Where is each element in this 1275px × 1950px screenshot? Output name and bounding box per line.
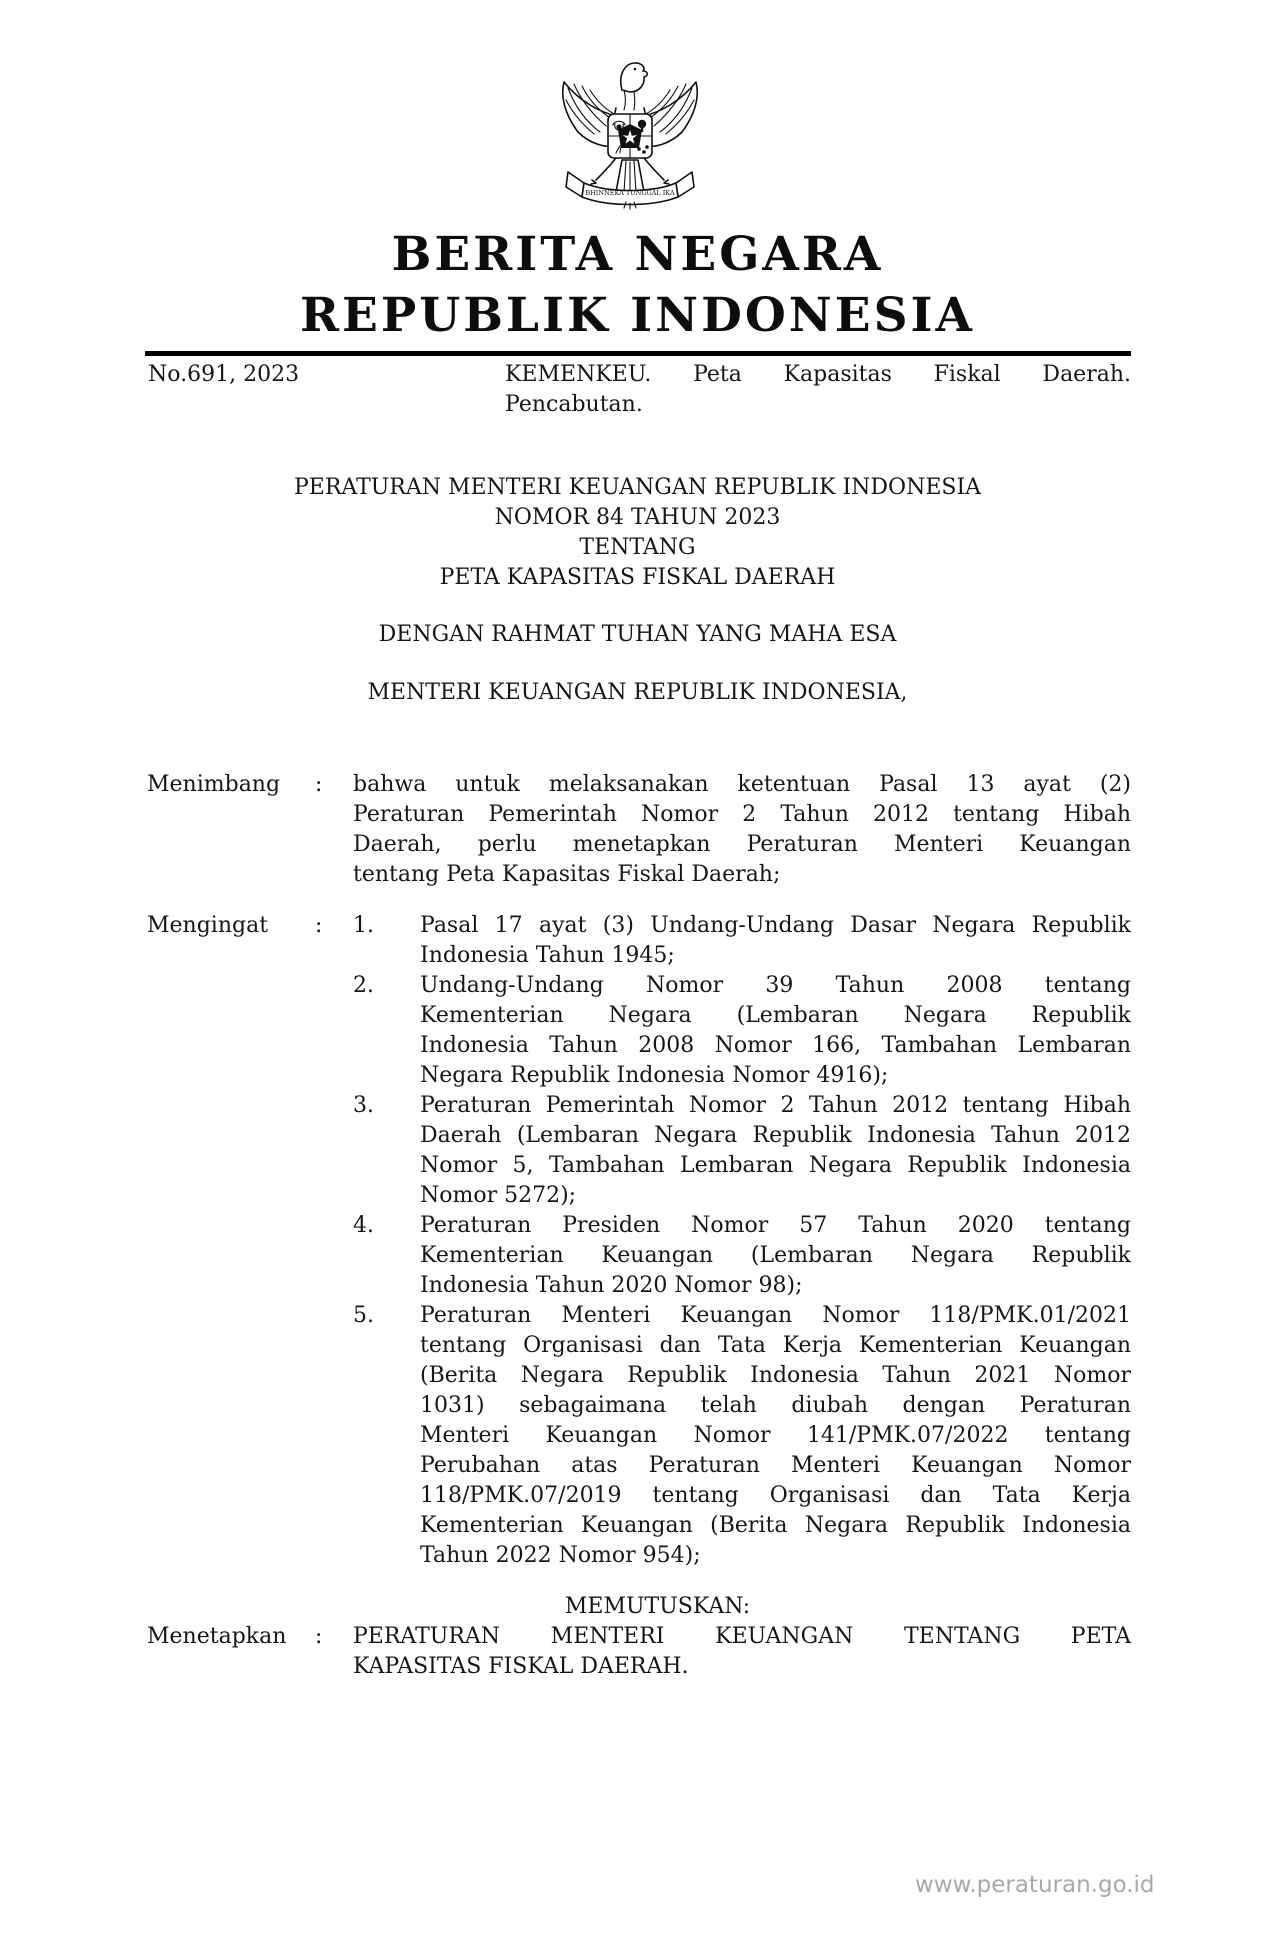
text-line: Undang-Undang Nomor 39 Tahun 2008 tentang <box>420 973 1131 998</box>
authority-line: MENTERI KEUANGAN REPUBLIK INDONESIA, <box>367 680 908 705</box>
text-line: Kementerian Keuangan (Berita Negara Republik Indonesia <box>420 1513 1131 1538</box>
mengingat-item-2 <box>353 971 1131 1091</box>
text-line: Indonesia Tahun 2008 Nomor 166, Tambahan Lembaran <box>420 1033 1131 1058</box>
text-line: Daerah (Lembaran Negara Republik Indonesia Tahun 2012 <box>420 1123 1131 1148</box>
text-line: Kementerian Keuangan (Lembaran Negara Republik <box>420 1243 1131 1268</box>
menimbang-label: Menimbang <box>147 772 281 797</box>
mengingat-item-5 <box>353 1301 1131 1571</box>
text-line: Negara Republik Indonesia Nomor 4916); <box>420 1063 889 1088</box>
regulation-title <box>145 473 1130 593</box>
regulation-about-label: TENTANG <box>579 535 696 560</box>
text-line: Peraturan Pemerintah Nomor 2 Tahun 2012 tentang Hibah <box>420 1093 1131 1118</box>
text-line: tentang Peta Kapasitas Fiskal Daerah; <box>353 862 781 887</box>
text-line: (Berita Negara Republik Indonesia Tahun 2021 Nomor <box>420 1363 1131 1388</box>
issue-number: No.691, 2023 <box>148 362 300 387</box>
text-line: 1031) sebagaimana telah diubah dengan Peraturan <box>420 1393 1131 1418</box>
mengingat-item-4 <box>353 1211 1131 1301</box>
invocation: DENGAN RAHMAT TUHAN YANG MAHA ESA <box>378 622 897 647</box>
text-line: 118/PMK.07/2019 tentang Organisasi dan Tata Kerja <box>420 1483 1131 1508</box>
garuda-pancasila-emblem <box>556 56 704 210</box>
text-line: tentang Organisasi dan Tata Kerja Kementerian Keuangan <box>420 1333 1131 1358</box>
mengingat-item-1 <box>353 911 1131 971</box>
text-line: Pasal 17 ayat (3) Undang-Undang Dasar Negara Republik <box>420 913 1131 938</box>
regulation-subject: PETA KAPASITAS FISKAL DAERAH <box>439 565 836 590</box>
subject-note <box>505 360 1131 420</box>
text-line: Indonesia Tahun 1945; <box>420 943 675 968</box>
regulation-number: NOMOR 84 TAHUN 2023 <box>494 505 781 530</box>
text-line: Kementerian Negara (Lembaran Negara Republik <box>420 1003 1131 1028</box>
mengingat-item-3 <box>353 1091 1131 1211</box>
text-line: Nomor 5, Tambahan Lembaran Negara Republik Indonesia <box>420 1153 1131 1178</box>
text-line: Peraturan Menteri Keuangan Nomor 118/PMK.01/2021 <box>420 1303 1131 1328</box>
item-number: 2. <box>353 973 374 998</box>
item-number: 3. <box>353 1093 374 1118</box>
memutuskan-heading: MEMUTUSKAN: <box>564 1594 751 1619</box>
subject-note-line1: KEMENKEU. Peta Kapasitas Fiskal Daerah. <box>505 362 1131 387</box>
footer-url: www.peraturan.go.id <box>915 1872 1155 1898</box>
masthead-line1: BERITA NEGARA <box>391 227 884 282</box>
menimbang-colon: : <box>315 772 323 797</box>
masthead-line2: REPUBLIK INDONESIA <box>299 288 975 343</box>
emblem-motto: BHINNEKA TUNGGAL IKA <box>585 189 675 197</box>
text-line: PERATURAN MENTERI KEUANGAN TENTANG PETA <box>353 1624 1131 1649</box>
mengingat-colon: : <box>315 913 323 938</box>
text-line: Nomor 5272); <box>420 1183 577 1208</box>
masthead-rule <box>145 351 1131 356</box>
text-line: KAPASITAS FISKAL DAERAH. <box>353 1654 689 1679</box>
menetapkan-colon: : <box>315 1624 323 1649</box>
menetapkan-body <box>353 1622 1131 1682</box>
mengingat-label: Mengingat <box>147 913 269 938</box>
text-line: Daerah, perlu menetapkan Peraturan Menteri Keuangan <box>353 832 1131 857</box>
menimbang-body <box>353 770 1131 890</box>
subject-note-line2: Pencabutan. <box>505 392 643 417</box>
text-line: Menteri Keuangan Nomor 141/PMK.07/2022 tentang <box>420 1423 1131 1448</box>
item-number: 4. <box>353 1213 374 1238</box>
text-line: bahwa untuk melaksanakan ketentuan Pasal 13 ayat (2) <box>353 772 1131 797</box>
masthead <box>0 224 1275 346</box>
text-line: Perubahan atas Peraturan Menteri Keuangan Nomor <box>420 1453 1131 1478</box>
item-number: 1. <box>353 913 374 938</box>
text-line: Indonesia Tahun 2020 Nomor 98); <box>420 1273 803 1298</box>
text-line: Peraturan Pemerintah Nomor 2 Tahun 2012 tentang Hibah <box>353 802 1131 827</box>
mengingat-body <box>353 911 1131 1571</box>
regulation-issuer: PERATURAN MENTERI KEUANGAN REPUBLIK INDONESIA <box>293 475 982 500</box>
item-number: 5. <box>353 1303 374 1328</box>
text-line: Peraturan Presiden Nomor 57 Tahun 2020 tentang <box>420 1213 1131 1238</box>
menetapkan-label: Menetapkan <box>147 1624 287 1649</box>
text-line: Tahun 2022 Nomor 954); <box>420 1543 701 1568</box>
